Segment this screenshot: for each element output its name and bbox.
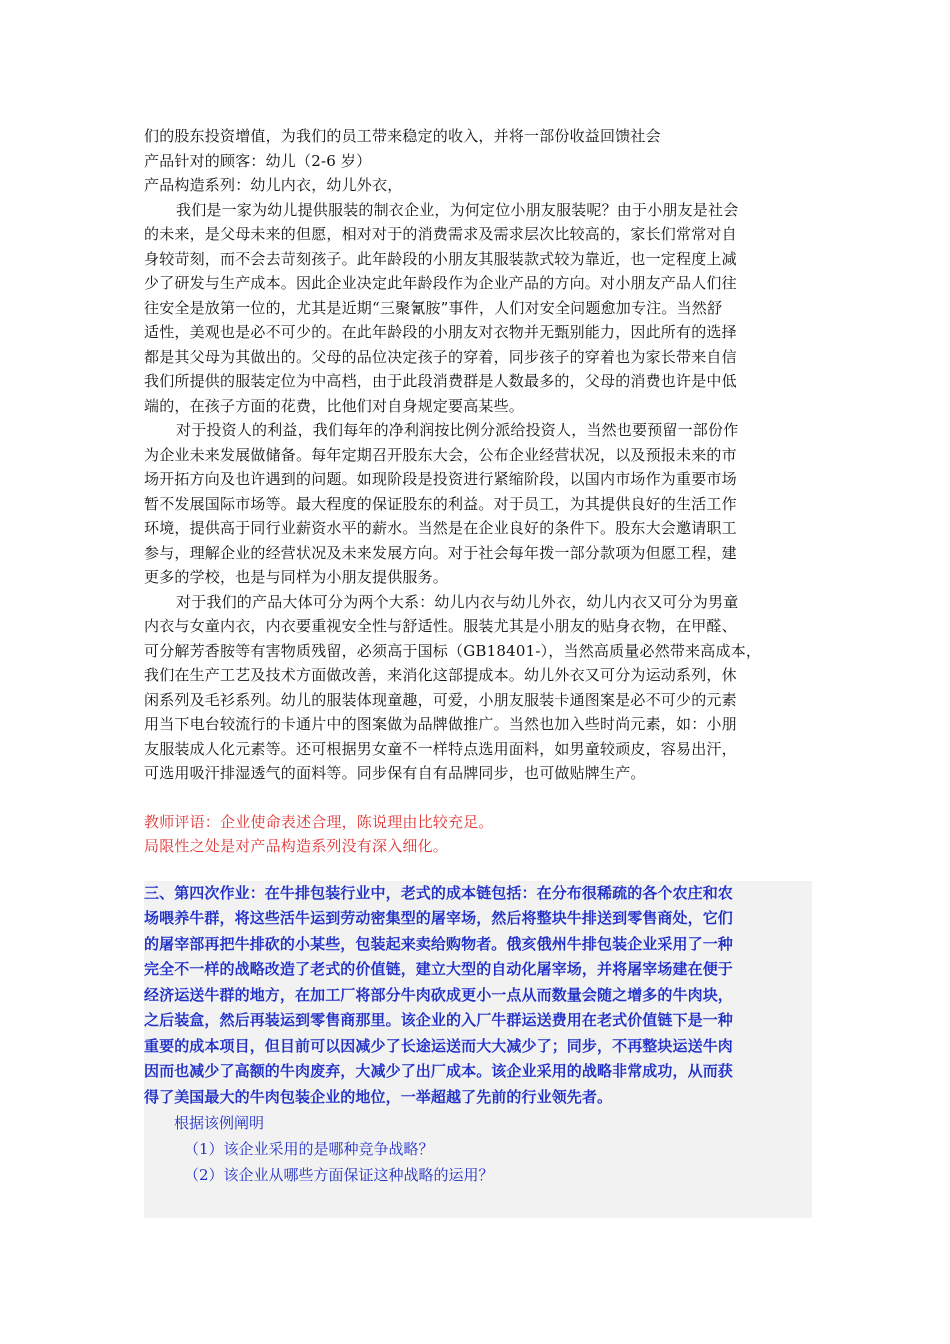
text-line: 对于投资人的利益，我们每年的净利润按比例分派给投资人，当然也要预留一部份作 bbox=[176, 421, 739, 439]
text-line: 用当下电台较流行的卡通片中的图案做为品牌做推广。当然也加入些时尚元素，如：小朋 bbox=[144, 715, 737, 733]
spacer bbox=[144, 859, 812, 881]
text-line: 更多的学校，也是与同样为小朋友提供服务。 bbox=[144, 568, 449, 586]
text-line: 都是其父母为其做出的。父母的品位决定孩子的穿着，同步孩子的穿着也为家长带来自信 bbox=[144, 347, 737, 366]
text-line: 环境，提供高于同行业薪资水平的薪水。当然是在企业良好的条件下。股东大会邀请职工 bbox=[144, 519, 737, 537]
text-line: 可分解芳香胺等有害物质残留，必须高于国标（GB18401-），当然高质量必然带来高成本， bbox=[144, 641, 762, 660]
paragraph-products bbox=[144, 590, 812, 786]
text-line: 内衣与女童内衣，内衣要重视安全性与舒适性。服装尤其是小朋友的贴身衣物，在甲醛、 bbox=[144, 617, 737, 635]
text-line: 产品针对的顾客：幼儿（2-6 岁） bbox=[144, 151, 372, 170]
assignment-line: 之后装盒，然后再装运到零售商那里。该企业的入厂牛群运送费用在老式价值链下是一种 bbox=[144, 1011, 733, 1029]
text-line: 闲系列及毛衫系列。幼儿的服装体现童趣，可爱，小朋友服装卡通图案是必不可少的元素 bbox=[144, 690, 737, 709]
text-line: 身较苛刻，而不会去苛刻孩子。此年龄段的小朋友其服装款式较为靠近，也一定程度上减 bbox=[144, 249, 737, 268]
intro-block bbox=[144, 124, 812, 198]
assignment-line: 因而也减少了高额的牛肉废弃，大减少了出厂成本。该企业采用的战略非常成功，从而获 bbox=[144, 1062, 733, 1080]
assignment-line: 三、第四次作业：在牛排包装行业中，老式的成本链包括：在分布很稀疏的各个农庄和农 bbox=[144, 883, 733, 902]
assignment-line: 得了美国最大的牛肉包装企业的地位，一举超越了先前的行业领先者。 bbox=[144, 1087, 613, 1106]
comment-line: 教师评语：企业使命表述合理，陈说理由比较充足。 bbox=[144, 812, 494, 831]
text-line: 产品构造系列：幼儿内衣，幼儿外衣， bbox=[144, 176, 403, 194]
text-line: 我们是一家为幼儿提供服装的制衣企业，为何定位小朋友服装呢？由于小朋友是社会 bbox=[176, 200, 739, 219]
text-line: 为企业未来发展做储备。每年定期召开股东大会，公布企业经营状况，以及预报未来的市 bbox=[144, 445, 737, 464]
assignment-line: 场喂养牛群，将这些活牛运到劳动密集型的屠宰场，然后将整块牛排送到零售商处，它们 bbox=[144, 909, 733, 927]
text-line: 参与，理解企业的经营状况及未来发展方向。对于社会每年拨一部分款项为但愿工程，建 bbox=[144, 543, 737, 562]
text-line: 端的，在孩子方面的花费，比他们对自身规定要高某些。 bbox=[144, 396, 525, 415]
text-line: 我们所提供的服装定位为中高档，由于此段消费群是人数最多的，父母的消费也许是中低 bbox=[144, 372, 737, 390]
paragraph-positioning bbox=[144, 198, 812, 419]
assignment-line: 的屠宰部再把牛排砍的小某些，包装起来卖给购物者。俄亥俄州牛排包装企业采用了一种 bbox=[144, 934, 733, 953]
question-item: （1）该企业采用的是哪种竞争战略？ bbox=[184, 1140, 434, 1158]
spacer bbox=[144, 786, 812, 810]
text-line: 们的股东投资增值，为我们的员工带来稳定的收入，并将一部份收益回馈社会 bbox=[144, 127, 661, 145]
text-line: 友服装成人化元素等。还可根据男女童不一样特点选用面料，如男童较顽皮，容易出汗， bbox=[144, 739, 737, 758]
assignment-line: 完全不一样的战略改造了老式的价值链，建立大型的自动化屠宰场，并将屠宰场建在便于 bbox=[144, 960, 733, 978]
text-line: 我们在生产工艺及技术方面做改善，来消化这部提成本。幼儿外衣又可分为运动系列，休 bbox=[144, 666, 737, 684]
question-intro: 根据该例阐明 bbox=[174, 1114, 265, 1132]
document-page bbox=[144, 124, 812, 1218]
assignment-line: 重要的成本项目，但目前可以因减少了长途运送而大大减少了；同步，不再整块运送牛肉 bbox=[144, 1036, 733, 1055]
text-line: 少了研发与生产成本。因此企业决定此年龄段作为企业产品的方向。对小朋友产品人们往 bbox=[144, 274, 737, 292]
assignment-section bbox=[144, 881, 812, 1219]
question-item: （2）该企业从哪些方面保证这种战略的运用？ bbox=[184, 1166, 494, 1184]
assignment-line: 经济运送牛群的地方，在加工厂将部分牛肉砍成更小一点从而数量会随之增多的牛肉块， bbox=[144, 985, 733, 1004]
text-line: 暂不发展国际市场等。最大程度的保证股东的利益。对于员工，为其提供良好的生活工作 bbox=[144, 494, 737, 513]
text-line: 可选用吸汗排湿透气的面料等。同步保有自有品牌同步，也可做贴牌生产。 bbox=[144, 764, 646, 782]
text-line: 适性，美观也是必不可少的。在此年龄段的小朋友对衣物并无甄别能力，因此所有的选择 bbox=[144, 323, 737, 341]
text-line: 场开拓方向及也许遇到的问题。如现阶段是投资进行紧缩阶段，以国内市场作为重要市场 bbox=[144, 470, 737, 488]
text-line: 往安全是放第一位的，尤其是近期“三聚氰胺”事件，人们对安全问题愈加专注。当然舒 bbox=[144, 298, 723, 317]
teacher-comment bbox=[144, 810, 812, 859]
text-line: 对于我们的产品大体可分为两个大系：幼儿内衣与幼儿外衣，幼儿内衣又可分为男童 bbox=[176, 592, 739, 611]
comment-line: 局限性之处是对产品构造系列没有深入细化。 bbox=[144, 837, 449, 855]
text-line: 的未来，是父母未来的但愿，相对对于的消费需求及需求层次比较高的，家长们常常对自 bbox=[144, 225, 737, 243]
paragraph-investors bbox=[144, 418, 812, 590]
